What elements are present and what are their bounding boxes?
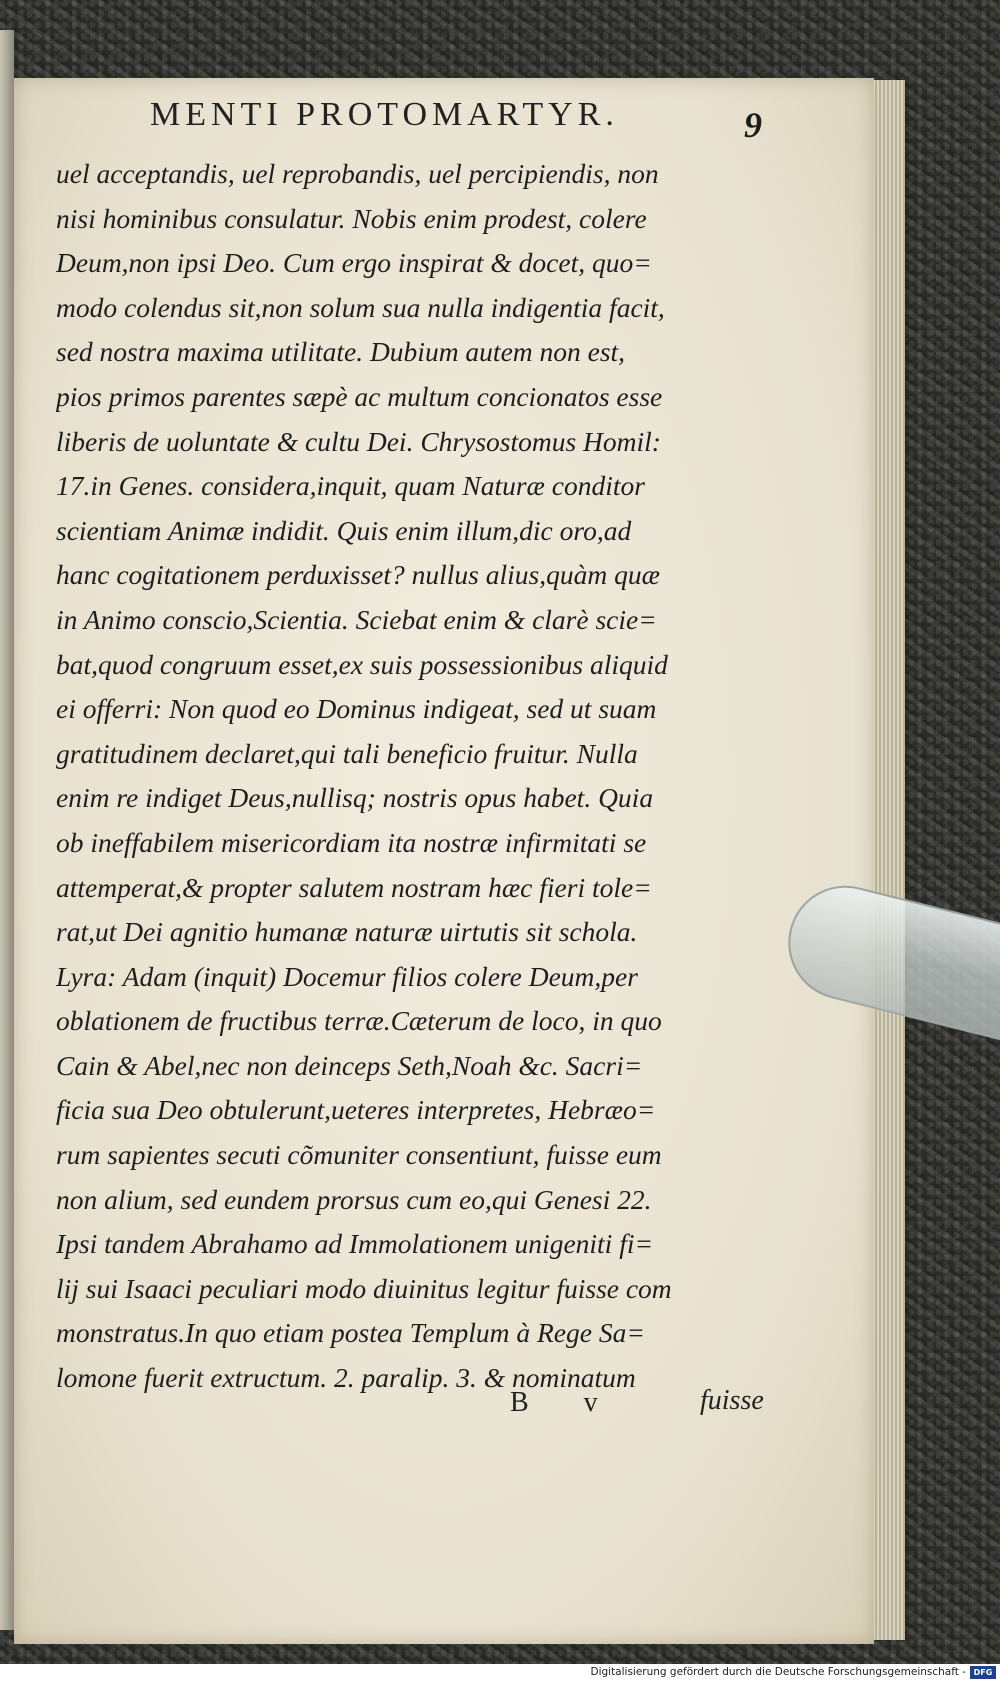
running-head: MENTI PROTOMARTYR. bbox=[150, 96, 619, 133]
text-line: Deum,non ipsi Deo. Cum ergo inspirat & docet, quo= bbox=[56, 247, 652, 279]
text-line: modo colendus sit,non solum sua nulla indigentia facit, bbox=[56, 291, 665, 323]
text-line: lomone fuerit extructum. 2. paralip. 3. & nominatum bbox=[56, 1362, 636, 1394]
text-line: attemperat,& propter salutem nostram hæc fieri tole= bbox=[56, 871, 652, 903]
text-line: pios primos parentes sæpè ac multum concionatos esse bbox=[56, 380, 663, 412]
text-line: Cain & Abel,nec non deinceps Seth,Noah &c. Sacri= bbox=[56, 1049, 643, 1081]
text-line: in Animo conscio,Scientia. Sciebat enim & clarè scie= bbox=[56, 603, 657, 635]
body-text bbox=[56, 152, 796, 1401]
text-line: monstratus.In quo etiam postea Templum à Rege Sa= bbox=[56, 1317, 645, 1349]
dfg-logo-icon: DFG bbox=[970, 1666, 996, 1679]
footer-credit: Digitalisierung gefördert durch die Deutsche Forschungsgemeinschaft - bbox=[590, 1666, 966, 1678]
text-line: liberis de uoluntate & cultu Dei. Chrysostomus Homil: bbox=[56, 425, 661, 457]
text-line: rum sapientes secuti cõmuniter consentiunt, fuisse eum bbox=[56, 1139, 662, 1171]
text-line: ob ineffabilem misericordiam ita nostræ infirmitati se bbox=[56, 826, 647, 858]
signature-mark: B v bbox=[510, 1387, 622, 1418]
text-line: oblationem de fructibus terræ.Cæterum de loco, in quo bbox=[56, 1005, 662, 1037]
text-line: scientiam Animæ indidit. Quis enim illum,dic oro,ad bbox=[56, 514, 632, 546]
text-line: Ipsi tandem Abrahamo ad Immolationem unigeniti fi= bbox=[56, 1228, 654, 1260]
text-line: sed nostra maxima utilitate. Dubium autem non est, bbox=[56, 336, 626, 368]
text-line: Lyra: Adam (inquit) Docemur filios colere Deum,per bbox=[56, 960, 638, 992]
text-line: ficia sua Deo obtulerunt,ueteres interpretes, Hebræo= bbox=[56, 1094, 656, 1126]
text-line: lij sui Isaaci peculiari modo diuinitus legitur fuisse com bbox=[56, 1272, 672, 1304]
text-line: 17.in Genes. considera,inquit, quam Naturæ conditor bbox=[56, 470, 645, 502]
text-line: enim re indiget Deus,nullisq; nostris opus habet. Quia bbox=[56, 782, 654, 814]
text-line: uel acceptandis, uel reprobandis, uel percipiendis, non bbox=[56, 158, 659, 189]
catchword: fuisse bbox=[700, 1385, 764, 1416]
text-line: ei offerri: Non quod eo Dominus indigeat, sed ut suam bbox=[56, 693, 657, 725]
text-line: gratitudinem declaret,qui tali beneficio fruitur. Nulla bbox=[56, 737, 638, 769]
text-line: non alium, sed eundem prorsus cum eo,qui Genesi 22. bbox=[56, 1183, 652, 1215]
left-page-edge bbox=[0, 30, 14, 1630]
text-line: rat,ut Dei agnitio humanæ naturæ uirtutis sit schola. bbox=[56, 916, 638, 948]
page-number: 9 bbox=[744, 105, 762, 145]
text-line: bat,quod congruum esset,ex suis possessionibus aliquid bbox=[56, 648, 668, 680]
text-line: nisi hominibus consulatur. Nobis enim prodest, colere bbox=[56, 202, 647, 234]
text-line: hanc cogitationem perduxisset? nullus alius,quàm quæ bbox=[56, 559, 660, 591]
